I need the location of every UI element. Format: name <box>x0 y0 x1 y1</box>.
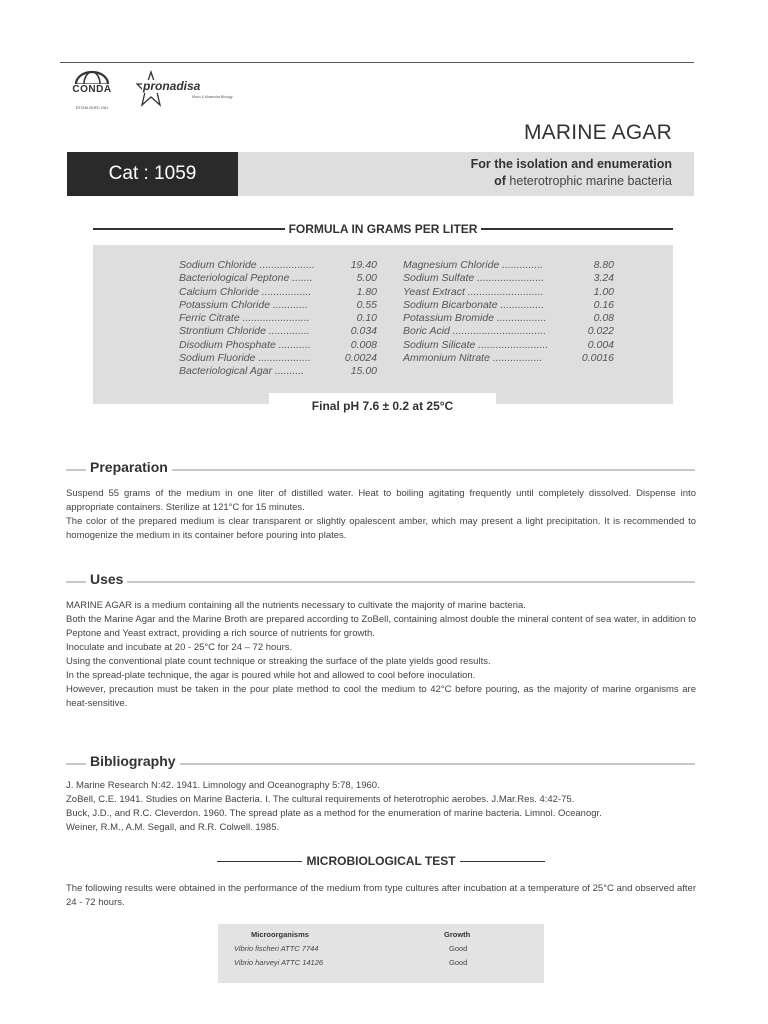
uses-paragraph: Using the conventional plate count technique or streaking the surface of the plate yields good results. <box>66 656 491 667</box>
formula-row <box>403 352 614 365</box>
ingredient-name: Disodium Phosphate ........... <box>179 338 311 351</box>
formula-row <box>403 272 614 285</box>
ingredient-name: Ammonium Nitrate ................. <box>403 352 543 365</box>
formula-column-right <box>403 259 614 365</box>
ingredient-value: 3.24 <box>593 272 614 285</box>
ingredient-value: 1.00 <box>593 285 614 298</box>
uses-heading-label: Uses <box>90 571 124 587</box>
table-cell-growth: Good <box>449 958 468 967</box>
ingredient-name: Sodium Chloride ................... <box>179 259 315 271</box>
bibliography-entry: Weiner, R.M., A.M. Segall, and R.R. Colwell. 1985. <box>66 822 280 833</box>
heading-rule <box>93 228 285 230</box>
uses-paragraph: MARINE AGAR is a medium containing all the nutrients necessary to cultivate the majority of marine bacteria. <box>66 600 526 611</box>
formula-column-left <box>179 259 377 379</box>
ingredient-name: Potassium Bromide ................. <box>403 312 547 325</box>
bibliography-heading <box>66 753 695 769</box>
microbiological-test-heading-label: MICROBIOLOGICAL TEST <box>306 854 456 868</box>
ingredient-value: 0.022 <box>587 325 614 338</box>
product-subtitle <box>471 156 672 190</box>
microbiological-test-intro: The following results were obtained in the performance of the medium from type cultures after incubation at a temperature of 25°C and observed after 24 - 72 hours. <box>66 883 696 908</box>
formula-row <box>179 286 377 299</box>
formula-row <box>403 325 614 338</box>
bibliography-entry: J. Marine Research N:42. 1941. Limnology and Oceanography 5:78, 1960. <box>66 780 380 791</box>
ingredient-name: Yeast Extract .......................... <box>403 285 544 298</box>
bibliography-heading-label: Bibliography <box>90 753 176 769</box>
ingredient-value: 0.034 <box>350 325 377 338</box>
heading-rule <box>460 861 545 862</box>
ingredient-value: 0.0024 <box>344 352 377 365</box>
ingredient-name: Boric Acid ................................ <box>403 325 547 338</box>
uses-paragraph: In the spread-plate technique, the agar is poured while hot and allowed to cool before inoculation. <box>66 670 476 681</box>
heading-rule <box>66 469 86 471</box>
preparation-heading <box>66 459 695 475</box>
formula-row <box>403 339 614 352</box>
heading-rule <box>172 469 695 471</box>
formula-heading-label: FORMULA IN GRAMS PER LITER <box>288 222 478 236</box>
formula-row <box>403 312 614 325</box>
formula-row <box>179 299 377 312</box>
conda-logo-text: CONDA <box>64 84 120 96</box>
ingredient-name: Strontium Chloride .............. <box>179 325 310 338</box>
formula-row <box>179 365 377 378</box>
formula-row <box>179 339 377 352</box>
heading-rule <box>180 763 695 765</box>
bibliography-entry: ZoBell, C.E. 1941. Studies on Marine Bacteria. I. The cultural requirements of heterotrophic aerobes. J.Mar.Res. 4:42-75. <box>66 794 575 805</box>
formula-row <box>179 325 377 338</box>
ingredient-value: 0.55 <box>356 298 377 311</box>
ingredient-value: 15.00 <box>350 365 377 378</box>
ingredient-name: Bacteriological Agar .......... <box>179 365 305 378</box>
pronadisa-logo-text: pronadisa <box>143 79 201 93</box>
heading-rule <box>66 581 86 583</box>
conda-logo <box>64 70 120 118</box>
final-ph: Final pH 7.6 ± 0.2 at 25°C <box>269 393 496 423</box>
ingredient-value: 1.80 <box>356 285 377 298</box>
formula-heading <box>93 222 673 236</box>
preparation-paragraph: The color of the prepared medium is clear transparent or slightly opalescent amber, which may present a light precipitation. It is recommended to homogenize the medium in its container before pouring into plates. <box>66 516 696 541</box>
bibliography-entry: Buck, J.D., and R.C. Cleverdon. 1960. The spread plate as a method for the enumeration of marine bacteria. Limnol. Oceanogr. <box>66 808 602 819</box>
catalog-number: Cat : 1059 <box>67 152 238 196</box>
table-header-growth: Growth <box>444 930 471 939</box>
pronadisa-tagline: Micro & Molecular Biology <box>192 95 233 99</box>
table-cell-growth: Good <box>449 944 468 953</box>
ingredient-name: Calcium Chloride ................. <box>179 285 312 298</box>
heading-rule <box>66 763 86 765</box>
ingredient-name: Sodium Bicarbonate ............... <box>403 298 545 311</box>
ingredient-name: Potassium Chloride ............ <box>179 298 308 311</box>
table-header-microorganisms: Microorganisms <box>251 930 309 939</box>
bibliography-list <box>66 779 696 835</box>
formula-row <box>179 312 377 325</box>
uses-paragraph: However, precaution must be taken in the pour plate method to cool the medium to 42°C before pouring, as the majority of marine organisms are heat-sensitive. <box>66 684 696 709</box>
heading-rule <box>127 581 695 583</box>
ingredient-value: 19.40 <box>350 259 377 271</box>
formula-row <box>403 286 614 299</box>
formula-row <box>179 259 377 272</box>
subtitle-line2-rest: heterotrophic marine bacteria <box>505 174 672 188</box>
table-cell-organism: Vibrio harveyi ATTC 14126 <box>234 958 324 967</box>
uses-text <box>66 599 696 711</box>
heading-rule <box>481 228 673 230</box>
ingredient-name: Magnesium Chloride .............. <box>403 259 544 271</box>
ingredient-value: 0.16 <box>593 298 614 311</box>
formula-row <box>403 259 614 272</box>
uses-paragraph: Both the Marine Agar and the Marine Broth are prepared according to ZoBell, containing almost double the mineral content of sea water, in addition to Peptone and Yeast extract, providing a rich source of nutrients for growth. <box>66 614 696 639</box>
subtitle-line1: For the isolation and enumeration <box>470 157 672 171</box>
ingredient-name: Bacteriological Peptone ....... <box>179 272 313 285</box>
preparation-heading-label: Preparation <box>90 459 168 475</box>
ingredient-value: 0.004 <box>587 338 614 351</box>
preparation-paragraph: Suspend 55 grams of the medium in one liter of distilled water. Heat to boiling agitating frequently until completely dissolved. Dispense into appropriate containers. Sterilize at 121°C for 15 minutes. <box>66 488 696 513</box>
conda-tagline: ESTABLISHED 1961 <box>75 106 109 110</box>
top-rule <box>60 62 694 63</box>
preparation-text <box>66 487 696 543</box>
formula-row <box>179 272 377 285</box>
ingredient-value: 8.80 <box>593 259 614 271</box>
ingredient-name: Sodium Silicate ........................ <box>403 338 549 351</box>
formula-row <box>179 352 377 365</box>
ingredient-name: Ferric Citrate ....................... <box>179 312 310 325</box>
ingredient-value: 5.00 <box>356 272 377 285</box>
ingredient-value: 0.008 <box>350 338 377 351</box>
subtitle-line2-bold: of <box>494 174 506 188</box>
formula-row <box>403 299 614 312</box>
pronadisa-logo <box>128 70 240 110</box>
uses-heading <box>66 571 695 587</box>
product-title: MARINE AGAR <box>523 121 672 144</box>
heading-rule <box>217 861 302 862</box>
ingredient-value: 0.08 <box>593 312 614 325</box>
uses-paragraph: Inoculate and incubate at 20 - 25°C for 24 – 72 hours. <box>66 642 293 653</box>
ingredient-value: 0.0016 <box>581 352 614 365</box>
table-cell-organism: Vibrio fischeri ATTC 7744 <box>234 944 319 953</box>
ingredient-name: Sodium Fluoride .................. <box>179 352 311 365</box>
ingredient-name: Sodium Sulfate ....................... <box>403 272 545 285</box>
ingredient-value: 0.10 <box>356 312 377 325</box>
microbiological-test-heading <box>217 854 545 868</box>
